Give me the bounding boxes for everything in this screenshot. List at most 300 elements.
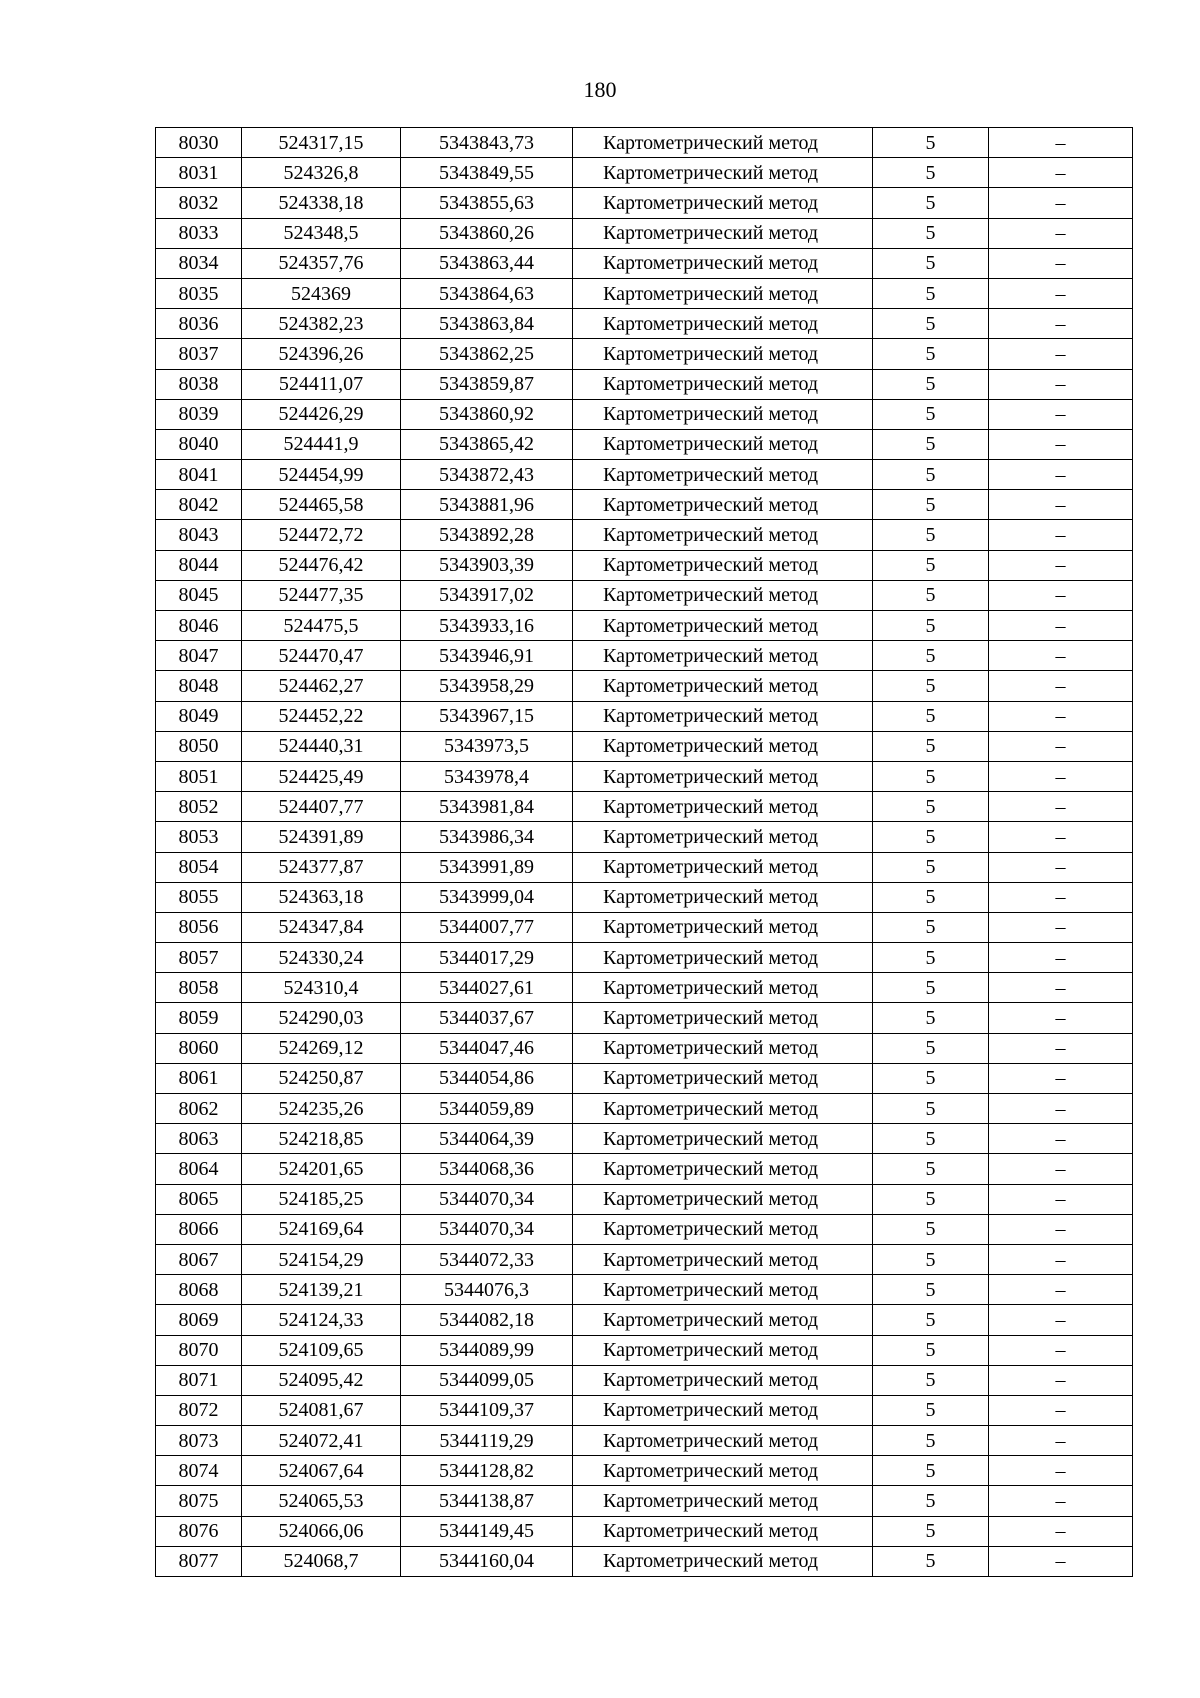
y-coordinate-cell: 5343978,4: [401, 761, 573, 791]
accuracy-cell: 5: [873, 490, 989, 520]
accuracy-cell: 5: [873, 671, 989, 701]
accuracy-cell: 5: [873, 369, 989, 399]
x-coordinate-cell: 524065,53: [242, 1486, 401, 1516]
note-cell: –: [989, 1184, 1133, 1214]
table-row: [156, 792, 1133, 822]
note-cell: –: [989, 520, 1133, 550]
x-coordinate-cell: 524317,15: [242, 128, 401, 158]
accuracy-cell: 5: [873, 1244, 989, 1274]
note-cell: –: [989, 1124, 1133, 1154]
y-coordinate-cell: 5343917,02: [401, 580, 573, 610]
note-cell: –: [989, 490, 1133, 520]
point-number-cell: 8063: [156, 1124, 242, 1154]
x-coordinate-cell: 524124,33: [242, 1305, 401, 1335]
note-cell: –: [989, 429, 1133, 459]
table-row: [156, 1516, 1133, 1546]
table-row: [156, 339, 1133, 369]
y-coordinate-cell: 5344037,67: [401, 1003, 573, 1033]
accuracy-cell: 5: [873, 1426, 989, 1456]
x-coordinate-cell: 524330,24: [242, 943, 401, 973]
note-cell: –: [989, 158, 1133, 188]
point-number-cell: 8035: [156, 278, 242, 308]
accuracy-cell: 5: [873, 882, 989, 912]
x-coordinate-cell: 524465,58: [242, 490, 401, 520]
method-cell: Картометрический метод: [573, 1426, 873, 1456]
y-coordinate-cell: 5343999,04: [401, 882, 573, 912]
point-number-cell: 8069: [156, 1305, 242, 1335]
x-coordinate-cell: 524391,89: [242, 822, 401, 852]
x-coordinate-cell: 524068,7: [242, 1546, 401, 1576]
method-cell: Картометрический метод: [573, 882, 873, 912]
accuracy-cell: 5: [873, 1305, 989, 1335]
note-cell: –: [989, 611, 1133, 641]
method-cell: Картометрический метод: [573, 1094, 873, 1124]
table-row: [156, 218, 1133, 248]
point-number-cell: 8075: [156, 1486, 242, 1516]
note-cell: –: [989, 580, 1133, 610]
table-row: [156, 731, 1133, 761]
table-row: [156, 309, 1133, 339]
note-cell: –: [989, 550, 1133, 580]
note-cell: –: [989, 188, 1133, 218]
table-row: [156, 822, 1133, 852]
point-number-cell: 8049: [156, 701, 242, 731]
x-coordinate-cell: 524218,85: [242, 1124, 401, 1154]
method-cell: Картометрический метод: [573, 490, 873, 520]
table-row: [156, 399, 1133, 429]
accuracy-cell: 5: [873, 1456, 989, 1486]
accuracy-cell: 5: [873, 611, 989, 641]
accuracy-cell: 5: [873, 1154, 989, 1184]
accuracy-cell: 5: [873, 1395, 989, 1425]
note-cell: –: [989, 1305, 1133, 1335]
point-number-cell: 8043: [156, 520, 242, 550]
method-cell: Картометрический метод: [573, 792, 873, 822]
note-cell: –: [989, 369, 1133, 399]
y-coordinate-cell: 5344072,33: [401, 1244, 573, 1274]
note-cell: –: [989, 278, 1133, 308]
accuracy-cell: 5: [873, 460, 989, 490]
accuracy-cell: 5: [873, 128, 989, 158]
accuracy-cell: 5: [873, 1033, 989, 1063]
accuracy-cell: 5: [873, 278, 989, 308]
note-cell: –: [989, 731, 1133, 761]
y-coordinate-cell: 5344109,37: [401, 1395, 573, 1425]
method-cell: Картометрический метод: [573, 580, 873, 610]
point-number-cell: 8077: [156, 1546, 242, 1576]
point-number-cell: 8053: [156, 822, 242, 852]
x-coordinate-cell: 524475,5: [242, 611, 401, 641]
point-number-cell: 8061: [156, 1063, 242, 1093]
accuracy-cell: 5: [873, 399, 989, 429]
point-number-cell: 8031: [156, 158, 242, 188]
x-coordinate-cell: 524407,77: [242, 792, 401, 822]
point-number-cell: 8062: [156, 1094, 242, 1124]
point-number-cell: 8074: [156, 1456, 242, 1486]
accuracy-cell: 5: [873, 701, 989, 731]
x-coordinate-cell: 524067,64: [242, 1456, 401, 1486]
point-number-cell: 8034: [156, 248, 242, 278]
accuracy-cell: 5: [873, 1063, 989, 1093]
y-coordinate-cell: 5344138,87: [401, 1486, 573, 1516]
point-number-cell: 8040: [156, 429, 242, 459]
y-coordinate-cell: 5344027,61: [401, 973, 573, 1003]
method-cell: Картометрический метод: [573, 429, 873, 459]
table-row: [156, 248, 1133, 278]
note-cell: –: [989, 1244, 1133, 1274]
note-cell: –: [989, 1426, 1133, 1456]
method-cell: Картометрический метод: [573, 158, 873, 188]
y-coordinate-cell: 5344070,34: [401, 1184, 573, 1214]
method-cell: Картометрический метод: [573, 1275, 873, 1305]
point-number-cell: 8050: [156, 731, 242, 761]
y-coordinate-cell: 5343860,92: [401, 399, 573, 429]
note-cell: –: [989, 218, 1133, 248]
method-cell: Картометрический метод: [573, 731, 873, 761]
accuracy-cell: 5: [873, 641, 989, 671]
y-coordinate-cell: 5344047,46: [401, 1033, 573, 1063]
y-coordinate-cell: 5344149,45: [401, 1516, 573, 1546]
x-coordinate-cell: 524348,5: [242, 218, 401, 248]
x-coordinate-cell: 524363,18: [242, 882, 401, 912]
point-number-cell: 8060: [156, 1033, 242, 1063]
table-row: [156, 641, 1133, 671]
table-row: [156, 128, 1133, 158]
table-row: [156, 1365, 1133, 1395]
method-cell: Картометрический метод: [573, 218, 873, 248]
y-coordinate-cell: 5343881,96: [401, 490, 573, 520]
point-number-cell: 8041: [156, 460, 242, 490]
y-coordinate-cell: 5343986,34: [401, 822, 573, 852]
accuracy-cell: 5: [873, 912, 989, 942]
x-coordinate-cell: 524377,87: [242, 852, 401, 882]
x-coordinate-cell: 524454,99: [242, 460, 401, 490]
coordinates-table: [155, 127, 1133, 1577]
method-cell: Картометрический метод: [573, 912, 873, 942]
y-coordinate-cell: 5344119,29: [401, 1426, 573, 1456]
method-cell: Картометрический метод: [573, 278, 873, 308]
point-number-cell: 8036: [156, 309, 242, 339]
y-coordinate-cell: 5343843,73: [401, 128, 573, 158]
x-coordinate-cell: 524369: [242, 278, 401, 308]
note-cell: –: [989, 309, 1133, 339]
note-cell: –: [989, 1486, 1133, 1516]
y-coordinate-cell: 5343863,44: [401, 248, 573, 278]
y-coordinate-cell: 5344007,77: [401, 912, 573, 942]
x-coordinate-cell: 524441,9: [242, 429, 401, 459]
accuracy-cell: 5: [873, 550, 989, 580]
accuracy-cell: 5: [873, 429, 989, 459]
page-number: 180: [583, 77, 617, 102]
note-cell: –: [989, 1003, 1133, 1033]
point-number-cell: 8046: [156, 611, 242, 641]
table-row: [156, 188, 1133, 218]
method-cell: Картометрический метод: [573, 1456, 873, 1486]
point-number-cell: 8076: [156, 1516, 242, 1546]
y-coordinate-cell: 5343862,25: [401, 339, 573, 369]
point-number-cell: 8030: [156, 128, 242, 158]
point-number-cell: 8064: [156, 1154, 242, 1184]
note-cell: –: [989, 943, 1133, 973]
table-row: [156, 761, 1133, 791]
y-coordinate-cell: 5344017,29: [401, 943, 573, 973]
table-row: [156, 611, 1133, 641]
accuracy-cell: 5: [873, 973, 989, 1003]
point-number-cell: 8032: [156, 188, 242, 218]
method-cell: Картометрический метод: [573, 1244, 873, 1274]
table-row: [156, 1275, 1133, 1305]
method-cell: Картометрический метод: [573, 1486, 873, 1516]
y-coordinate-cell: 5343933,16: [401, 611, 573, 641]
note-cell: –: [989, 1516, 1133, 1546]
accuracy-cell: 5: [873, 248, 989, 278]
point-number-cell: 8067: [156, 1244, 242, 1274]
point-number-cell: 8071: [156, 1365, 242, 1395]
point-number-cell: 8070: [156, 1335, 242, 1365]
note-cell: –: [989, 641, 1133, 671]
point-number-cell: 8042: [156, 490, 242, 520]
table-row: [156, 973, 1133, 1003]
x-coordinate-cell: 524396,26: [242, 339, 401, 369]
point-number-cell: 8068: [156, 1275, 242, 1305]
note-cell: –: [989, 1154, 1133, 1184]
y-coordinate-cell: 5343855,63: [401, 188, 573, 218]
point-number-cell: 8047: [156, 641, 242, 671]
x-coordinate-cell: 524310,4: [242, 973, 401, 1003]
note-cell: –: [989, 1456, 1133, 1486]
accuracy-cell: 5: [873, 158, 989, 188]
y-coordinate-cell: 5344059,89: [401, 1094, 573, 1124]
y-coordinate-cell: 5343958,29: [401, 671, 573, 701]
y-coordinate-cell: 5344054,86: [401, 1063, 573, 1093]
x-coordinate-cell: 524081,67: [242, 1395, 401, 1425]
table-row: [156, 1184, 1133, 1214]
x-coordinate-cell: 524470,47: [242, 641, 401, 671]
method-cell: Картометрический метод: [573, 188, 873, 218]
table-row: [156, 912, 1133, 942]
y-coordinate-cell: 5343967,15: [401, 701, 573, 731]
x-coordinate-cell: 524326,8: [242, 158, 401, 188]
point-number-cell: 8051: [156, 761, 242, 791]
table-row: [156, 852, 1133, 882]
x-coordinate-cell: 524440,31: [242, 731, 401, 761]
method-cell: Картометрический метод: [573, 1154, 873, 1184]
x-coordinate-cell: 524452,22: [242, 701, 401, 731]
table-row: [156, 671, 1133, 701]
method-cell: Картометрический метод: [573, 671, 873, 701]
method-cell: Картометрический метод: [573, 852, 873, 882]
x-coordinate-cell: 524462,27: [242, 671, 401, 701]
note-cell: –: [989, 792, 1133, 822]
x-coordinate-cell: 524269,12: [242, 1033, 401, 1063]
point-number-cell: 8056: [156, 912, 242, 942]
table-row: [156, 1486, 1133, 1516]
point-number-cell: 8039: [156, 399, 242, 429]
note-cell: –: [989, 339, 1133, 369]
method-cell: Картометрический метод: [573, 1516, 873, 1546]
note-cell: –: [989, 761, 1133, 791]
table-row: [156, 1546, 1133, 1576]
note-cell: –: [989, 1033, 1133, 1063]
table-row: [156, 1244, 1133, 1274]
table-row: [156, 1305, 1133, 1335]
method-cell: Картометрический метод: [573, 1546, 873, 1576]
y-coordinate-cell: 5343991,89: [401, 852, 573, 882]
method-cell: Картометрический метод: [573, 460, 873, 490]
table-row: [156, 550, 1133, 580]
accuracy-cell: 5: [873, 1335, 989, 1365]
note-cell: –: [989, 248, 1133, 278]
x-coordinate-cell: 524338,18: [242, 188, 401, 218]
method-cell: Картометрический метод: [573, 641, 873, 671]
table-row: [156, 1214, 1133, 1244]
accuracy-cell: 5: [873, 943, 989, 973]
y-coordinate-cell: 5344068,36: [401, 1154, 573, 1184]
method-cell: Картометрический метод: [573, 1395, 873, 1425]
point-number-cell: 8037: [156, 339, 242, 369]
y-coordinate-cell: 5343892,28: [401, 520, 573, 550]
point-number-cell: 8057: [156, 943, 242, 973]
x-coordinate-cell: 524139,21: [242, 1275, 401, 1305]
point-number-cell: 8059: [156, 1003, 242, 1033]
x-coordinate-cell: 524425,49: [242, 761, 401, 791]
note-cell: –: [989, 912, 1133, 942]
method-cell: Картометрический метод: [573, 248, 873, 278]
y-coordinate-cell: 5343973,5: [401, 731, 573, 761]
table-row: [156, 882, 1133, 912]
table-row: [156, 1395, 1133, 1425]
note-cell: –: [989, 128, 1133, 158]
method-cell: Картометрический метод: [573, 1214, 873, 1244]
accuracy-cell: 5: [873, 188, 989, 218]
x-coordinate-cell: 524154,29: [242, 1244, 401, 1274]
note-cell: –: [989, 882, 1133, 912]
point-number-cell: 8072: [156, 1395, 242, 1425]
method-cell: Картометрический метод: [573, 1124, 873, 1154]
table-row: [156, 1094, 1133, 1124]
point-number-cell: 8044: [156, 550, 242, 580]
table-row: [156, 1003, 1133, 1033]
x-coordinate-cell: 524472,72: [242, 520, 401, 550]
table-row: [156, 1335, 1133, 1365]
method-cell: Картометрический метод: [573, 1184, 873, 1214]
accuracy-cell: 5: [873, 792, 989, 822]
table-row: [156, 520, 1133, 550]
accuracy-cell: 5: [873, 309, 989, 339]
note-cell: –: [989, 1335, 1133, 1365]
method-cell: Картометрический метод: [573, 399, 873, 429]
method-cell: Картометрический метод: [573, 1365, 873, 1395]
note-cell: –: [989, 822, 1133, 852]
point-number-cell: 8055: [156, 882, 242, 912]
method-cell: Картометрический метод: [573, 128, 873, 158]
x-coordinate-cell: 524185,25: [242, 1184, 401, 1214]
y-coordinate-cell: 5343946,91: [401, 641, 573, 671]
table-row: [156, 369, 1133, 399]
accuracy-cell: 5: [873, 1546, 989, 1576]
note-cell: –: [989, 701, 1133, 731]
table-row: [156, 1154, 1133, 1184]
point-number-cell: 8048: [156, 671, 242, 701]
x-coordinate-cell: 524426,29: [242, 399, 401, 429]
table-row: [156, 1456, 1133, 1486]
note-cell: –: [989, 399, 1133, 429]
x-coordinate-cell: 524250,87: [242, 1063, 401, 1093]
table-row: [156, 580, 1133, 610]
table-row: [156, 429, 1133, 459]
x-coordinate-cell: 524169,64: [242, 1214, 401, 1244]
y-coordinate-cell: 5343981,84: [401, 792, 573, 822]
x-coordinate-cell: 524357,76: [242, 248, 401, 278]
table-row: [156, 278, 1133, 308]
y-coordinate-cell: 5343864,63: [401, 278, 573, 308]
table-row: [156, 943, 1133, 973]
method-cell: Картометрический метод: [573, 1003, 873, 1033]
coordinates-table-body: [156, 128, 1133, 1577]
accuracy-cell: 5: [873, 1275, 989, 1305]
method-cell: Картометрический метод: [573, 761, 873, 791]
method-cell: Картометрический метод: [573, 550, 873, 580]
method-cell: Картометрический метод: [573, 339, 873, 369]
x-coordinate-cell: 524411,07: [242, 369, 401, 399]
x-coordinate-cell: 524109,65: [242, 1335, 401, 1365]
note-cell: –: [989, 1365, 1133, 1395]
method-cell: Картометрический метод: [573, 822, 873, 852]
note-cell: –: [989, 671, 1133, 701]
accuracy-cell: 5: [873, 1365, 989, 1395]
method-cell: Картометрический метод: [573, 1063, 873, 1093]
x-coordinate-cell: 524095,42: [242, 1365, 401, 1395]
x-coordinate-cell: 524066,06: [242, 1516, 401, 1546]
note-cell: –: [989, 1395, 1133, 1425]
y-coordinate-cell: 5344099,05: [401, 1365, 573, 1395]
table-row: [156, 701, 1133, 731]
method-cell: Картометрический метод: [573, 520, 873, 550]
note-cell: –: [989, 460, 1133, 490]
note-cell: –: [989, 1094, 1133, 1124]
y-coordinate-cell: 5343849,55: [401, 158, 573, 188]
y-coordinate-cell: 5344064,39: [401, 1124, 573, 1154]
point-number-cell: 8058: [156, 973, 242, 1003]
y-coordinate-cell: 5343903,39: [401, 550, 573, 580]
point-number-cell: 8065: [156, 1184, 242, 1214]
x-coordinate-cell: 524382,23: [242, 309, 401, 339]
method-cell: Картометрический метод: [573, 701, 873, 731]
point-number-cell: 8054: [156, 852, 242, 882]
note-cell: –: [989, 1063, 1133, 1093]
y-coordinate-cell: 5344089,99: [401, 1335, 573, 1365]
point-number-cell: 8033: [156, 218, 242, 248]
note-cell: –: [989, 973, 1133, 1003]
method-cell: Картометрический метод: [573, 1305, 873, 1335]
accuracy-cell: 5: [873, 761, 989, 791]
note-cell: –: [989, 1275, 1133, 1305]
method-cell: Картометрический метод: [573, 369, 873, 399]
y-coordinate-cell: 5344160,04: [401, 1546, 573, 1576]
accuracy-cell: 5: [873, 580, 989, 610]
x-coordinate-cell: 524235,26: [242, 1094, 401, 1124]
table-row: [156, 1063, 1133, 1093]
table-row: [156, 158, 1133, 188]
x-coordinate-cell: 524201,65: [242, 1154, 401, 1184]
point-number-cell: 8045: [156, 580, 242, 610]
accuracy-cell: 5: [873, 1516, 989, 1546]
accuracy-cell: 5: [873, 520, 989, 550]
accuracy-cell: 5: [873, 1124, 989, 1154]
y-coordinate-cell: 5343872,43: [401, 460, 573, 490]
point-number-cell: 8073: [156, 1426, 242, 1456]
table-row: [156, 460, 1133, 490]
